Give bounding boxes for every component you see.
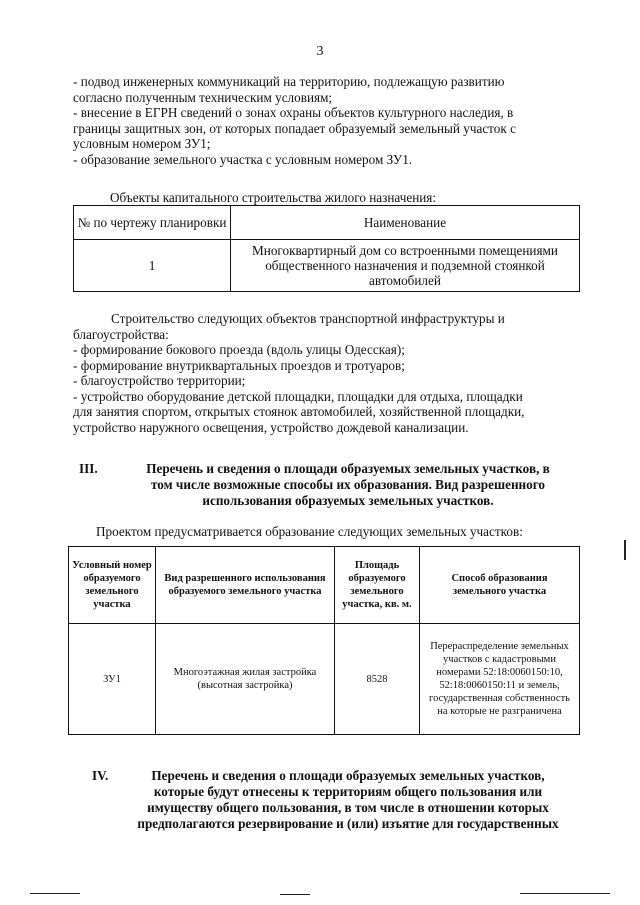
page-number: 3 — [316, 44, 324, 59]
intro-line: - внесение в ЕГРН сведений о зонах охраны объектов культурного наследия, в — [73, 105, 514, 120]
objects-table — [73, 205, 580, 292]
plots-cell-method: Перераспределение земельных участков с кадастровыми номерами 52:18:0060150:10, 52:18:0060150:11 и земель, государственная собственность на которые не разграничена — [420, 624, 580, 735]
project-intro-line: Проектом предусматривается образование следующих земельных участков: — [96, 524, 523, 539]
plots-header-id: Условный номер образуемого земельного участка — [69, 547, 156, 624]
intro-line: границы защитных зон, от которых попадает образуемый земельный участок с — [73, 120, 516, 136]
plots-header-method: Способ образования земельного участка — [420, 547, 580, 624]
objects-cell-number: 1 — [74, 240, 231, 292]
scan-edge-mark — [280, 894, 310, 895]
transport-line: - устройство оборудование детской площадки, площадки для отдыха, площадки — [73, 388, 523, 404]
objects-cell-name: Многоквартирный дом со встроенными помещениями общественного назначения и подземной стоянкой автомобилей — [231, 240, 580, 292]
plots-header-area: Площадь образуемого земельного участка, кв. м. — [335, 547, 420, 624]
section-3-number: III. — [79, 461, 98, 476]
section-3-title — [118, 461, 578, 509]
transport-line: - формирование бокового проезда (вдоль улицы Одесская); — [73, 342, 405, 357]
section-4-title-line: имуществу общего пользования, в том числе в отношении которых — [147, 800, 549, 815]
intro-line: - подвод инженерных коммуникаций на территорию, подлежащую развитию — [73, 74, 505, 89]
objects-header-name: Наименование — [231, 206, 580, 240]
intro-line: согласно полученным техническим условиям; — [73, 89, 333, 105]
plots-cell-use: Многоэтажная жилая застройка (высотная застройка) — [156, 624, 335, 735]
transport-line: - благоустройство территории; — [73, 373, 246, 388]
transport-line: Строительство следующих объектов транспортной инфраструктуры и — [111, 311, 505, 326]
table-row — [74, 240, 580, 292]
section-4-title-line: Перечень и сведения о площади образуемых земельных участков, — [151, 768, 545, 783]
objects-caption: Объекты капитального строительства жилого назначения: — [110, 190, 437, 205]
section-3-title-line: Перечень и сведения о площади образуемых земельных участков, в — [146, 461, 550, 476]
plots-header-use: Вид разрешенного использования образуемого земельного участка — [156, 547, 335, 624]
section-4-title-line: которые будут отнесены к территориям общего пользования или — [153, 784, 543, 799]
intro-paragraph — [73, 74, 578, 167]
scan-edge-mark — [30, 893, 80, 894]
section-3-title-line: использования образуемых земельных участков. — [202, 493, 494, 508]
transport-line: устройство наружного освещения, устройство дождевой канализации. — [73, 419, 469, 435]
objects-header-number: № по чертежу планировки — [74, 206, 231, 240]
scan-edge-mark — [520, 893, 610, 894]
plots-table — [68, 546, 580, 735]
table-row — [69, 624, 580, 735]
section-4-title — [118, 768, 578, 832]
plots-cell-id: ЗУ1 — [69, 624, 156, 735]
intro-line: - образование земельного участка с условным номером ЗУ1. — [73, 151, 413, 167]
transport-line: - формирование внутриквартальных проездов и тротуаров; — [73, 357, 405, 373]
plots-cell-area: 8528 — [335, 624, 420, 735]
transport-line: для занятия спортом, открытых стоянок автомобилей, хозяйственной площадки, — [73, 404, 525, 419]
intro-line: условным номером ЗУ1; — [73, 136, 211, 151]
section-4-number: IV. — [92, 768, 109, 783]
section-4-title-line: предполагаются резервирование и (или) изъятие для государственных — [137, 816, 559, 831]
transport-paragraph — [73, 311, 578, 435]
section-3-title-line: том числе возможные способы их образования. Вид разрешенного — [150, 477, 545, 492]
transport-line: благоустройства: — [73, 326, 169, 342]
scan-edge-mark — [624, 540, 626, 560]
